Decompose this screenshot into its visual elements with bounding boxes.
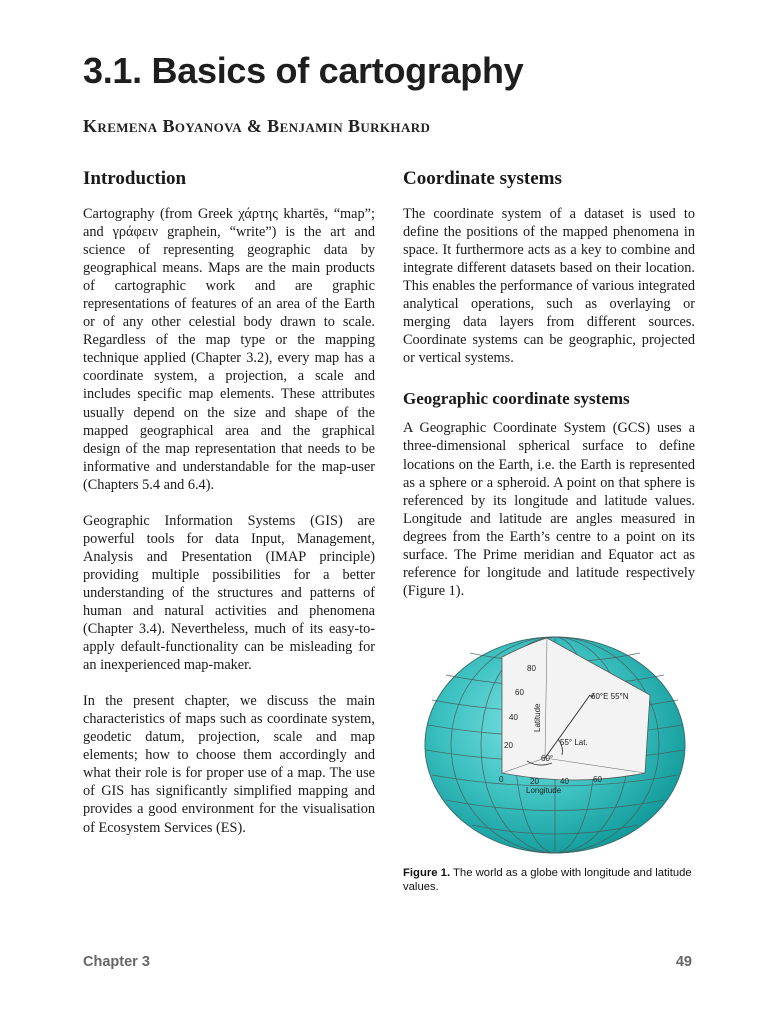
gcs-heading: Geographic coordinate systems bbox=[403, 389, 630, 409]
lon-tick-20: 20 bbox=[530, 777, 539, 786]
caption-label: Figure 1. bbox=[403, 867, 451, 879]
lat-tick-40: 40 bbox=[509, 713, 518, 722]
globe-figure bbox=[410, 635, 700, 860]
page-number: 49 bbox=[675, 954, 692, 970]
figure-caption bbox=[403, 866, 703, 894]
right-column bbox=[403, 168, 695, 600]
footer-chapter: Chapter 3 bbox=[83, 954, 150, 970]
lat-tick-20: 20 bbox=[504, 741, 513, 750]
page-title: 3.1. Basics of cartography bbox=[83, 50, 524, 91]
lat-tick-60: 60 bbox=[515, 688, 524, 697]
lon-tick-40: 40 bbox=[560, 777, 569, 786]
intro-paragraph-2: Geographic Information Systems (GIS) are powerful tools for data Input, Management, Analysis and Presentation (IMAP principle) providing multiple possibilities for a better understanding of the structures and patterns of human and natural activities and phenomena (Chapter 3.4). Nevertheless, much of its easy-to-apply default-functionality can be misleading for an inexperienced map-maker. bbox=[83, 512, 375, 674]
left-column bbox=[83, 168, 375, 837]
lon-tick-0: 0 bbox=[499, 775, 504, 784]
lat-tick-80: 80 bbox=[527, 664, 536, 673]
caption-text: The world as a globe with longitude and latitude values. bbox=[403, 867, 692, 893]
globe-diagram bbox=[410, 635, 700, 860]
intro-paragraph-1: Cartography (from Greek χάρτης khartēs, “map”; and γράφειν graphein, “write”) is the art and science of representing geographic data by geographical means. Maps are the main products of cartographic work and are graphic representations of features of an area of the Earth or of any other celestial body drawn to scale. Regardless of the map type or the mapping technique applied (Chapter 3.2), every map has a coordinate system, a projection, a scale and includes specific map elements. These attributes usually depend on the size and shape of the mapped geographical area and the graphical design of the map representation that needs to be informative and understandable for the map-user (Chapters 5.4 and 6.4). bbox=[83, 206, 375, 493]
coordinate-systems-paragraph: The coordinate system of a dataset is used to define the positions of the mapped phenomena in space. It furthermore acts as a key to combine and integrate different datasets based on their location. This enables the performance of various integrated analytical operations, such as overlaying or merging data layers from different sources. Coordinate systems can be geographic, projected or vertical systems. bbox=[403, 206, 695, 367]
coordinate-systems-heading: Coordinate systems bbox=[403, 168, 562, 189]
introduction-heading: Introduction bbox=[83, 168, 187, 189]
gcs-paragraph: A Geographic Coordinate System (GCS) uses a three-dimensional spherical surface to define locations on the Earth, i.e. the Earth is represented as a sphere or a spheroid. A point on that sphere is referenced by its longitude and latitude values. Longitude and latitude are angles measured in degrees from the Earth’s centre to a point on its surface. The Prime meridian and Equator act as reference for longitude and latitude respectively (Figure 1). bbox=[403, 420, 695, 599]
point-label: 60°E 55°N bbox=[591, 692, 629, 701]
intro-paragraph-3: In the present chapter, we discuss the main characteristics of maps such as coordinate system, geodetic datum, projection, scale and map elements; how to choose them accordingly and what their role is for proper use of a map. The use of GIS has significantly simplified mapping and provides a good environment for the visualisation of Ecosystem Services (ES). bbox=[83, 693, 375, 836]
authors: Kremena Boyanova & Benjamin Burkhard bbox=[83, 116, 431, 136]
latitude-label: Latitude bbox=[533, 703, 542, 732]
lon-tick-60: 60 bbox=[593, 775, 602, 784]
lat-angle-label: 55° Lat. bbox=[560, 738, 588, 747]
lon-angle-label: 60° bbox=[541, 754, 554, 763]
longitude-label: Longitude bbox=[526, 786, 562, 795]
